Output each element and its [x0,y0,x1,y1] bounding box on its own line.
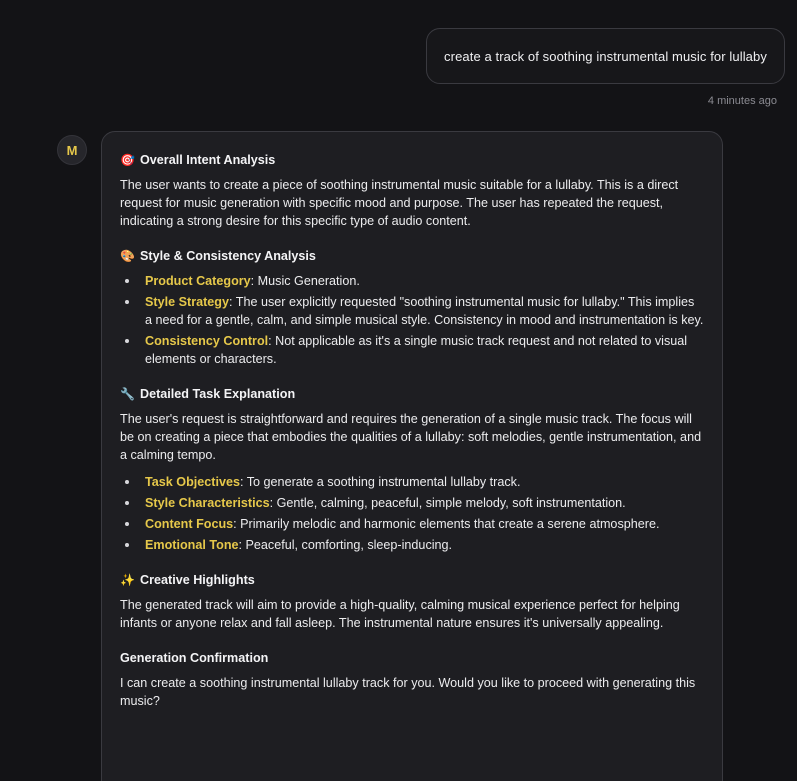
bullet-text: : Not applicable as it's a single music track request and not related to visual elements or characters. [145,334,688,366]
bullet-text: : To generate a soothing instrumental lullaby track. [239,475,521,489]
section-title-intent [120,151,704,169]
section-title-text: Generation Confirmation [120,651,269,665]
section-title-text: Overall Intent Analysis [140,153,276,167]
intent-paragraph: The user wants to create a piece of soothing instrumental music suitable for a lullaby. This is a direct request for music generation with specific mood and purpose. The user has repeated the request, indicating a strong desire for this specific type of audio content. [120,178,679,228]
section-title-task [120,385,704,403]
palette-icon: 🎨 [120,249,135,263]
user-message-bubble [426,28,785,84]
list-item [120,293,704,329]
bullet-label: Consistency Control [145,334,269,348]
bullet-text: : Primarily melodic and harmonic elements that create a serene atmosphere. [233,517,660,531]
wrench-icon: 🔧 [120,387,135,401]
bullet-label: Content Focus [145,517,234,531]
bullet-label: Style Characteristics [145,496,270,510]
user-message-timestamp: 4 minutes ago [707,95,777,107]
bullet-label: Style Strategy [145,295,229,309]
creative-paragraph: The generated track will aim to provide a high-quality, calming musical experience perfect for helping infants or anyone relax and fall asleep. The instrumental nature ensures it's universally appealing. [120,598,680,630]
task-bullet-list [120,473,704,554]
section-title-text: Detailed Task Explanation [140,387,296,401]
bullet-label: Product Category [145,274,251,288]
bullet-text: : The user explicitly requested "soothing instrumental music for lullaby." This implies a need for a gentle, calm, and simple musical style. Consistency in mood and instrumentation is key. [145,295,704,327]
list-item [120,515,704,533]
sparkles-icon: ✨ [120,573,135,587]
section-title-text: Style & Consistency Analysis [140,249,316,263]
bullet-text: : Peaceful, comforting, sleep-inducing. [238,538,453,552]
section-title-creative [120,571,704,589]
bullet-text: : Music Generation. [250,274,360,288]
list-item [120,494,704,512]
section-title-style [120,247,704,265]
avatar-letter: M [66,142,78,158]
list-item [120,536,704,554]
assistant-avatar [57,135,87,165]
bullet-label: Task Objectives [145,475,240,489]
section-title-confirmation [120,649,704,667]
list-item [120,272,704,290]
confirmation-paragraph: I can create a soothing instrumental lullaby track for you. Would you like to proceed with generating this music? [120,676,696,708]
style-bullet-list [120,272,704,368]
bullet-label: Emotional Tone [145,538,239,552]
section-title-text: Creative Highlights [140,573,255,587]
task-paragraph: The user's request is straightforward and requires the generation of a single music track. The focus will be on creating a piece that embodies the qualities of a lullaby: soft melodies, gentle instrumentation, and a calming tempo. [120,412,702,462]
list-item [120,473,704,491]
bullet-text: : Gentle, calming, peaceful, simple melody, soft instrumentation. [269,496,626,510]
target-icon: 🎯 [120,153,135,167]
list-item [120,332,704,368]
user-message-text: create a track of soothing instrumental music for lullaby [444,48,767,64]
assistant-message-card [101,131,723,781]
